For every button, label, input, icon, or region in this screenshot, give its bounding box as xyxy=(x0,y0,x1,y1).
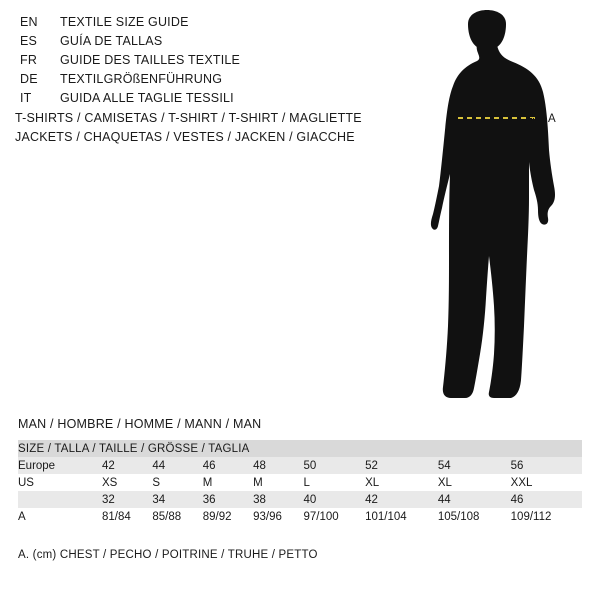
garment-category-list xyxy=(15,111,395,149)
table-row xyxy=(18,474,582,491)
cell: XXL xyxy=(511,474,582,491)
cell: 50 xyxy=(304,457,366,474)
row-label: A xyxy=(18,508,102,525)
cell: 56 xyxy=(511,457,582,474)
list-item xyxy=(20,15,350,34)
row-label: Europe xyxy=(18,457,102,474)
language-code: DE xyxy=(20,72,38,86)
garment-category-jackets: JACKETS / CHAQUETAS / VESTES / JACKEN / GIACCHE xyxy=(15,130,355,144)
cell: XS xyxy=(102,474,152,491)
cell: 109/112 xyxy=(511,508,582,525)
table-header-row xyxy=(18,440,582,457)
cell: 105/108 xyxy=(438,508,511,525)
row-label: US xyxy=(18,474,102,491)
language-code: IT xyxy=(20,91,32,105)
cell: 46 xyxy=(203,457,253,474)
language-code: FR xyxy=(20,53,38,67)
cell: 44 xyxy=(152,457,202,474)
male-silhouette-figure xyxy=(395,10,590,410)
cell: 42 xyxy=(365,491,438,508)
cell: S xyxy=(152,474,202,491)
cell: 48 xyxy=(253,457,303,474)
cell: 101/104 xyxy=(365,508,438,525)
cell: 38 xyxy=(253,491,303,508)
cell: 46 xyxy=(511,491,582,508)
language-code: EN xyxy=(20,15,38,29)
silhouette-icon xyxy=(395,10,590,410)
language-title: TEXTILGRÖßENFÜHRUNG xyxy=(60,72,223,86)
cell: 85/88 xyxy=(152,508,202,525)
cell: 81/84 xyxy=(102,508,152,525)
row-label xyxy=(18,491,102,508)
table-row xyxy=(18,457,582,474)
cell: M xyxy=(203,474,253,491)
cell: 93/96 xyxy=(253,508,303,525)
measure-pointer-dots xyxy=(530,118,546,121)
cell: 36 xyxy=(203,491,253,508)
cell: XL xyxy=(438,474,511,491)
cell: 32 xyxy=(102,491,152,508)
list-item xyxy=(20,72,350,91)
language-code: ES xyxy=(20,34,38,48)
table-section-title: MAN / HOMBRE / HOMME / MANN / MAN xyxy=(18,417,262,431)
table-row xyxy=(18,508,582,525)
list-item xyxy=(20,34,350,53)
language-title: TEXTILE SIZE GUIDE xyxy=(60,15,189,29)
cell: 34 xyxy=(152,491,202,508)
cell: XL xyxy=(365,474,438,491)
language-title: GUÍA DE TALLAS xyxy=(60,34,163,48)
language-list xyxy=(20,15,350,110)
language-title: GUIDE DES TAILLES TEXTILE xyxy=(60,53,241,67)
cell: 54 xyxy=(438,457,511,474)
cell: 97/100 xyxy=(304,508,366,525)
cell: 40 xyxy=(304,491,366,508)
cell: 89/92 xyxy=(203,508,253,525)
list-item xyxy=(20,53,350,72)
garment-category-tshirts: T-SHIRTS / CAMISETAS / T-SHIRT / T-SHIRT / MAGLIETTE xyxy=(15,111,362,125)
list-item xyxy=(20,91,350,110)
language-title: GUIDA ALLE TAGLIE TESSILI xyxy=(60,91,234,105)
measure-marker-label: A xyxy=(548,113,557,125)
cell: M xyxy=(253,474,303,491)
table-row xyxy=(18,491,582,508)
measurement-footnote: A. (cm) CHEST / PECHO / POITRINE / TRUHE / PETTO xyxy=(18,549,318,561)
table-header-label: SIZE / TALLA / TAILLE / GRÖSSE / TAGLIA xyxy=(18,440,582,457)
cell: 52 xyxy=(365,457,438,474)
cell: L xyxy=(304,474,366,491)
size-table xyxy=(18,440,582,525)
cell: 44 xyxy=(438,491,511,508)
cell: 42 xyxy=(102,457,152,474)
